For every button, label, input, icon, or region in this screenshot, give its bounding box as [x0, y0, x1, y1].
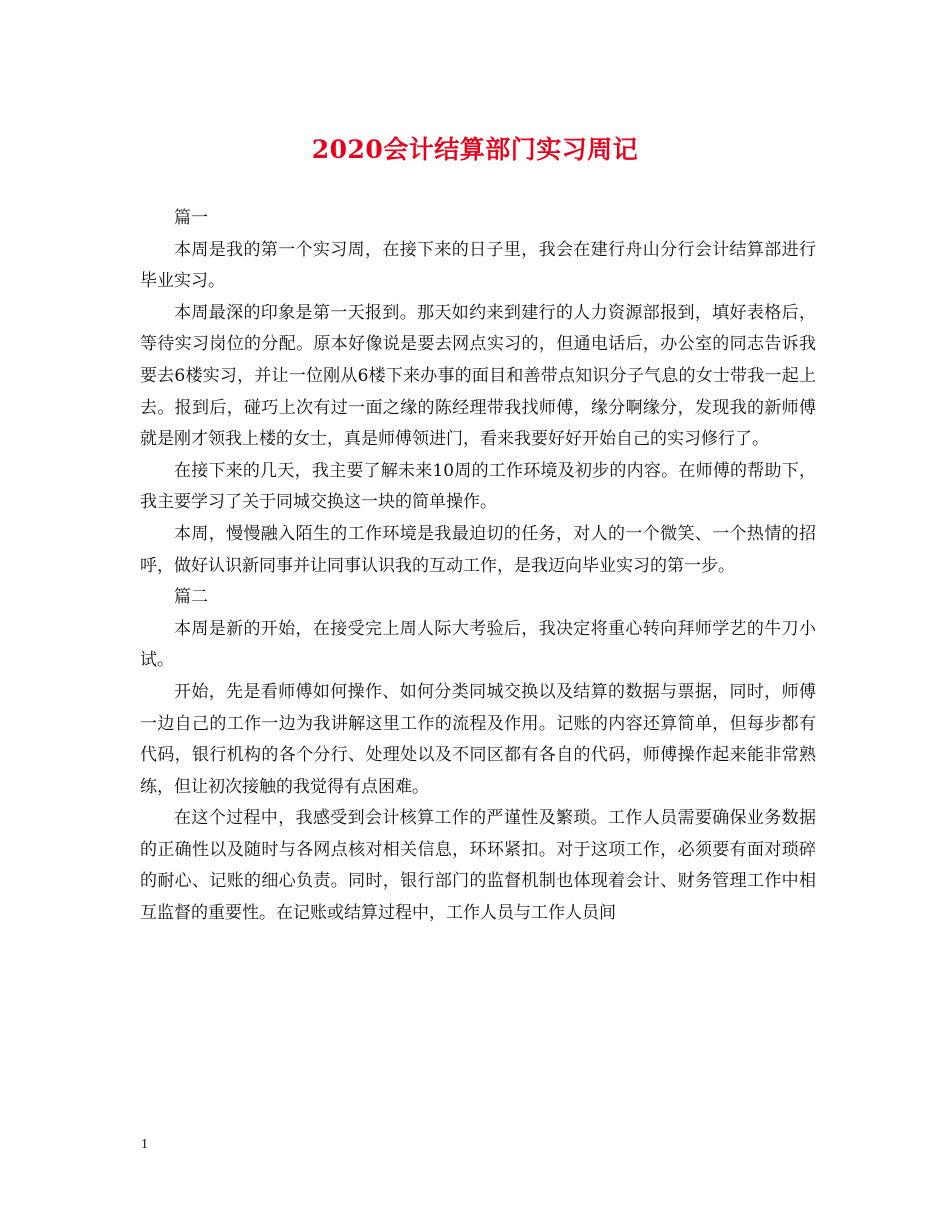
paragraph: 本周，慢慢融入陌生的工作环境是我最迫切的任务，对人的一个微笑、一个热情的招呼，做好认识新同事并让同事认识我的互动工作，是我迈向毕业实习的第一步。 — [140, 523, 816, 576]
paragraph: 在这个过程中，我感受到会计核算工作的严谨性及繁琐。工作人员需要确保业务数据的正确性以及随时与各网点核对相关信息，环环紧扣。对于这项工作，必须要有面对琐碎的耐心、记账的细心负责。同时，银行部门的监督机制也体现着会计、财务管理工作中相互监督的重要性。在记账或结算过程中，工作人员与工作人员间 — [140, 808, 816, 924]
page-number: 1 — [141, 1137, 148, 1152]
document-title: 2020会计结算部门实习周记 — [311, 135, 639, 164]
paragraph: 本周是我的第一个实习周，在接下来的日子里，我会在建行舟山分行会计结算部进行毕业实习。 — [140, 239, 816, 292]
paragraph: 在接下来的几天，我主要了解未来10周的工作环境及初步的内容。在师傅的帮助下，我主要学习了关于同城交换这一块的简单操作。 — [140, 460, 816, 513]
document-body — [140, 203, 816, 930]
paragraph: 本周最深的印象是第一天报到。那天如约来到建行的人力资源部报到，填好表格后，等待实习岗位的分配。原本好像说是要去网点实习的，但通电话后，办公室的同志告诉我要去6楼实习，并让一位刚从6楼下来办事的面目和善带点知识分子气息的女士带我一起上去。报到后，碰巧上次有过一面之缘的陈经理带我找师傅，缘分啊缘分，发现我的新师傅就是刚才领我上楼的女士，真是师傅领进门，看来我要好好开始自己的实习修行了。 — [140, 302, 816, 450]
section-heading-1: 篇一 — [174, 208, 208, 228]
section-heading-2: 篇二 — [174, 587, 208, 608]
paragraph: 开始，先是看师傅如何操作、如何分类同城交换以及结算的数据与票据，同时，师傅一边自己的工作一边为我讲解这里工作的流程及作用。记账的内容还算简单，但每步都有代码，银行机构的各个分行、处理处以及不同区都有各自的代码，师傅操作起来能非常熟练，但让初次接触的我觉得有点困难。 — [140, 681, 816, 797]
paragraph: 本周是新的开始，在接受完上周人际大考验后，我决定将重心转向拜师学艺的牛刀小试。 — [140, 618, 816, 671]
